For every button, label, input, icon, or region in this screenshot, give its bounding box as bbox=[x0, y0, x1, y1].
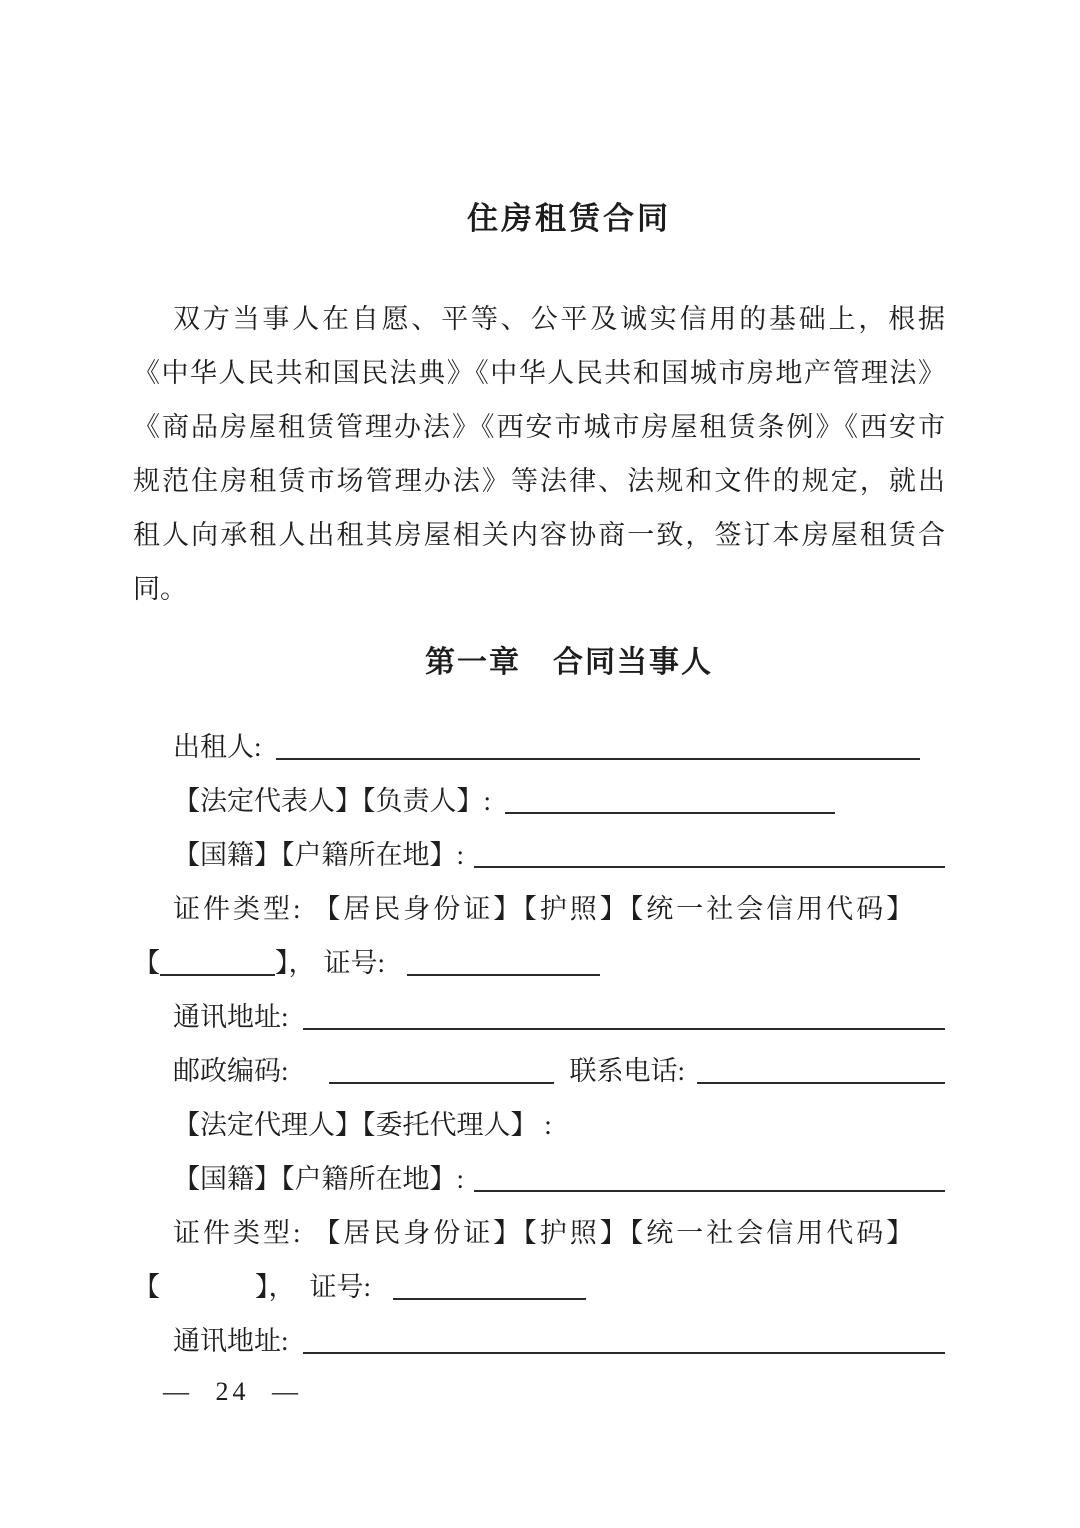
parties-form bbox=[133, 718, 945, 1366]
agent-cert-type-row bbox=[133, 1204, 945, 1258]
phone-label: 联系电话: bbox=[569, 1056, 686, 1086]
intro-line: 租人向承租人出租其房屋相关内容协商一致，签订本房屋租赁合 bbox=[133, 520, 945, 550]
intro-line: 《商品房屋租赁管理办法》《西安市城市房屋租赁条例》《西安市 bbox=[133, 412, 945, 442]
agent-other-cert-bracket-close: 】， bbox=[255, 1272, 296, 1302]
agent-cert-no-row bbox=[133, 1258, 945, 1312]
agent-nationality-label: 【国籍】【户籍所在地】: bbox=[173, 1164, 465, 1194]
lessor-address-row bbox=[133, 988, 945, 1042]
agent-address-row bbox=[133, 1312, 945, 1366]
lessor-cert-type-row bbox=[133, 880, 945, 934]
lessor-name-row bbox=[133, 718, 945, 772]
lessor-address-blank bbox=[303, 1028, 945, 1030]
intro-line: 规范住房租赁市场管理办法》等法律、法规和文件的规定，就出 bbox=[133, 466, 945, 496]
intro-line: 双方当事人在自愿、平等、公平及诚实信用的基础上，根据 bbox=[173, 304, 945, 334]
agent-cert-no-blank bbox=[393, 1298, 586, 1300]
legal-representative-blank bbox=[505, 812, 835, 814]
lessor-name-label: 出租人: bbox=[173, 732, 262, 762]
chapter-one-heading: 第一章 合同当事人 bbox=[425, 646, 713, 679]
lessor-cert-no-row bbox=[133, 934, 945, 988]
postal-code-blank bbox=[329, 1082, 554, 1084]
agent-nationality-row bbox=[133, 1150, 945, 1204]
lessor-other-cert-bracket-close: 】， bbox=[275, 948, 316, 978]
lessor-name-blank bbox=[276, 758, 920, 760]
lessor-cert-type-label: 证件类型: 【居民身份证】【护照】【统一社会信用代码】 bbox=[173, 894, 917, 924]
page-number: — 24 — bbox=[163, 1377, 302, 1406]
lessor-nationality-label: 【国籍】【户籍所在地】: bbox=[173, 840, 465, 870]
lessor-other-cert-blank bbox=[160, 974, 275, 976]
legal-representative-label: 【法定代表人】【负责人】: bbox=[173, 786, 492, 816]
agent-row bbox=[133, 1096, 945, 1150]
intro-paragraph bbox=[133, 292, 945, 616]
lessor-nationality-row bbox=[133, 826, 945, 880]
agent-nationality-blank bbox=[474, 1190, 945, 1192]
agent-address-blank bbox=[303, 1352, 945, 1354]
intro-line: 《中华人民共和国民法典》《中华人民共和国城市房地产管理法》 bbox=[133, 358, 945, 388]
agent-cert-no-label: 证号: bbox=[309, 1272, 372, 1302]
lessor-address-label: 通讯地址: bbox=[173, 1002, 289, 1032]
lessor-cert-no-blank bbox=[407, 974, 600, 976]
lessor-cert-no-label: 证号: bbox=[323, 948, 386, 978]
lessor-nationality-blank bbox=[474, 866, 945, 868]
agent-label: 【法定代理人】【委托代理人】 : bbox=[173, 1110, 552, 1140]
intro-line: 同。 bbox=[133, 574, 187, 604]
legal-representative-row bbox=[133, 772, 945, 826]
document-title: 住房租赁合同 bbox=[467, 201, 671, 236]
lessor-postal-phone-row bbox=[133, 1042, 945, 1096]
agent-cert-type-label: 证件类型: 【居民身份证】【护照】【统一社会信用代码】 bbox=[173, 1218, 917, 1248]
agent-address-label: 通讯地址: bbox=[173, 1326, 289, 1356]
lessor-other-cert-bracket-open: 【 bbox=[133, 948, 160, 978]
postal-code-label: 邮政编码: bbox=[173, 1056, 289, 1086]
phone-blank bbox=[697, 1082, 945, 1084]
agent-other-cert-bracket-open: 【 bbox=[133, 1272, 160, 1302]
